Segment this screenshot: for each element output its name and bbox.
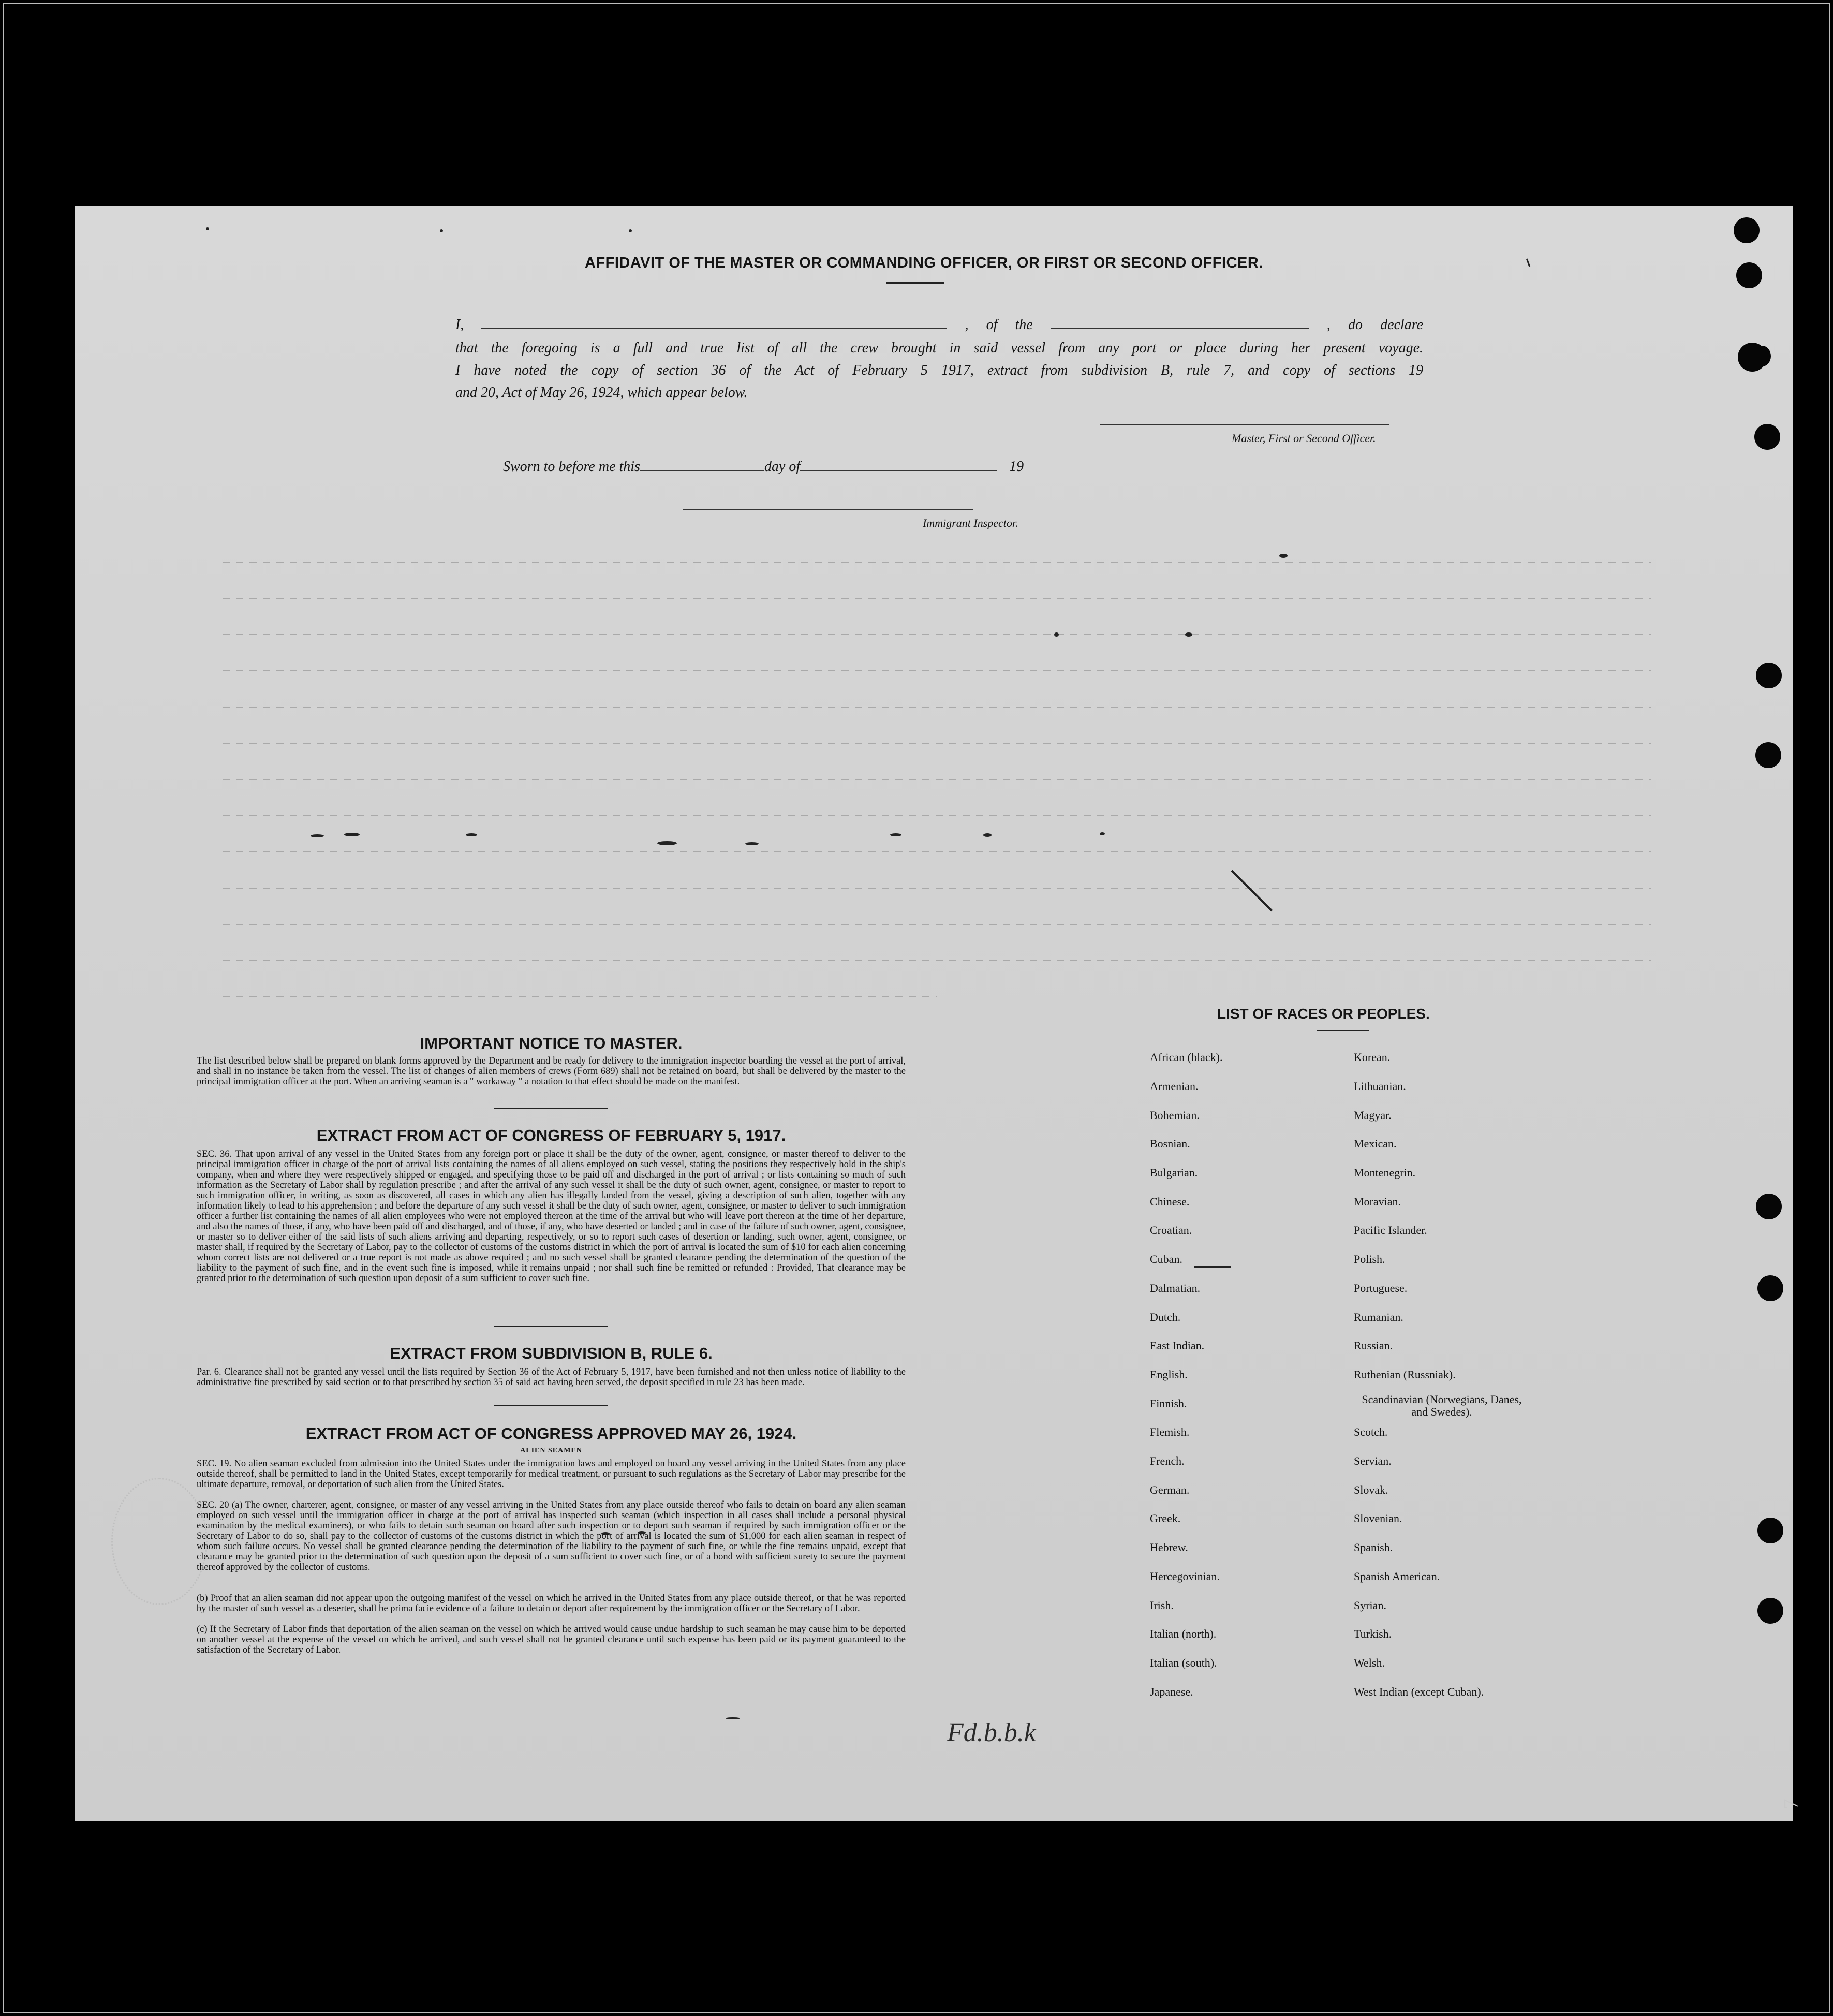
sworn-line bbox=[503, 459, 1024, 475]
show-through-line bbox=[223, 670, 1651, 671]
race-item: Bosnian. bbox=[1150, 1137, 1190, 1150]
punch-hole bbox=[1734, 217, 1760, 243]
race-item: Slovenian. bbox=[1354, 1512, 1402, 1525]
affidavit-of-the: , of the bbox=[965, 317, 1033, 333]
master-signature-line bbox=[1100, 424, 1389, 425]
race-item: Scandinavian (Norwegians, Danes, and Swedes). bbox=[1362, 1393, 1522, 1418]
race-item: French. bbox=[1150, 1454, 1185, 1467]
section-divider bbox=[494, 1108, 608, 1109]
sworn-month-blank bbox=[800, 460, 997, 471]
ink-speck bbox=[466, 833, 477, 836]
ink-speck bbox=[440, 229, 443, 232]
race-item: Dutch. bbox=[1150, 1311, 1181, 1323]
race-item: Russian. bbox=[1354, 1339, 1393, 1352]
race-item: Portuguese. bbox=[1354, 1282, 1408, 1294]
sworn-day-of: day of bbox=[764, 459, 801, 475]
race-item: Rumanian. bbox=[1354, 1311, 1403, 1323]
act-1924-sec-20a: SEC. 20 (a) The owner, charterer, agent, consignee, or master of any vessel arriving in the United States from any place outside thereof who fails to detain on board any alien seaman employed on such vessel until the immigration officer in charge at the port of arrival has inspected such seaman (which inspection in all cases shall include a personal physical examination by the medical examiners), or who fails to detain such seaman on board after such inspection or to deport such seaman if required by such immigration officer or the Secretary of Labor to do so, shall pay to the collector of customs of the customs district in which the port of arrival is located the sum of $1,000 for each alien seaman in respect of whom such failure occurs. No vessel shall be granted clearance pending the determination of the liability to the payment of such fine, or while the fine remains unpaid, except that clearance may be granted prior to the determination of such question upon the deposit of a sum sufficient to cover such fine, or of a bond with sufficient surety to secure the payment thereof approved by the collector of customs. bbox=[197, 1500, 906, 1572]
race-item: Italian (north). bbox=[1150, 1627, 1217, 1640]
race-item: East Indian. bbox=[1150, 1339, 1205, 1352]
act-1917-text: SEC. 36. That upon arrival of any vessel in the United States from any foreign port or place it shall be the duty of the owner, agent, consignee, or master thereof to deliver to the principal immigration officer in charge of the port of arrival lists containing the names of all aliens employed on such vessel, stating the positions they respectively hold in the ship's company, when and where they were respectively shipped or engaged, and specifying those to be paid off and discharged in the port of arrival ; or lists containing so much of such information as the Secretary of Labor shall by regulation prescribe ; and after the arrival of any such vessel it shall be the duty of such owner, agent, consignee, or master to report to such immigration officer, in writing, as soon as discovered, all cases in which any alien has illegally landed from the vessel, giving a description of such alien, together with any information likely to lead to his apprehension ; and before the departure of any such vessel it shall be the duty of such owner, agent, consignee, or master to deliver to such immigration officer a further list containing the names of all alien employees who were not employed thereon at the time of the arrival but who will leave port thereon at the time of her departure, and also the names of those, if any, who have been paid off and discharged, and of those, if any, who have deserted or landed ; and in case of the failure of such owner, agent, consignee, or master so to deliver either of the said lists of such aliens arriving and departing, respectively, or so to report such cases of desertion or landing, such owner, agent, consignee, or master shall, if required by the Secretary of Labor, pay to the collector of customs of the customs district in which the port of arrival is located the sum of $10 for each alien concerning whom correct lists are not delivered or a true report is not made as above required ; and no such vessel shall be granted clearance pending the determination of the question of the liability to the payment of such fine, and in the event such fine is imposed, while it remains unpaid ; nor shall such fine be remitted or refunded : Provided, That clearance may be granted prior to the determination of such question upon deposit of a sum sufficient to cover such fine. bbox=[197, 1149, 906, 1284]
affidavit-declare: , do declare bbox=[1326, 317, 1423, 333]
race-item: Hercegovinian. bbox=[1150, 1570, 1220, 1583]
race-item: Pacific Islander. bbox=[1354, 1224, 1427, 1237]
race-item: Mexican. bbox=[1354, 1137, 1397, 1150]
ink-speck bbox=[311, 834, 324, 837]
race-item: Lithuanian. bbox=[1354, 1080, 1406, 1093]
manifest-page bbox=[75, 206, 1793, 1821]
title-rule bbox=[886, 282, 944, 284]
race-item: Armenian. bbox=[1150, 1080, 1199, 1093]
race-item: Cuban. bbox=[1150, 1253, 1182, 1265]
races-title: LIST OF RACES OR PEOPLES. bbox=[1217, 1006, 1430, 1022]
act-1924-title: EXTRACT FROM ACT OF CONGRESS APPROVED MAY 26, 1924. bbox=[305, 1424, 797, 1443]
pencil-underline bbox=[1194, 1266, 1231, 1268]
affidavit-title: AFFIDAVIT OF THE MASTER OR COMMANDING OFFICER, OR FIRST OR SECOND OFFICER. bbox=[585, 255, 1263, 271]
inspector-signature-line bbox=[683, 509, 973, 510]
sworn-year: 19 bbox=[1009, 459, 1024, 475]
race-item: Syrian. bbox=[1354, 1599, 1386, 1612]
show-through-line bbox=[223, 634, 1651, 635]
race-item: Polish. bbox=[1354, 1253, 1385, 1265]
punch-hole bbox=[1757, 1275, 1783, 1301]
race-item: Welsh. bbox=[1354, 1656, 1385, 1669]
race-item: Turkish. bbox=[1354, 1627, 1392, 1640]
race-item: Croatian. bbox=[1150, 1224, 1192, 1237]
race-item: West Indian (except Cuban). bbox=[1354, 1685, 1484, 1698]
notice-title: IMPORTANT NOTICE TO MASTER. bbox=[420, 1034, 683, 1052]
rule-6-title: EXTRACT FROM SUBDIVISION B, RULE 6. bbox=[390, 1344, 713, 1362]
ink-speck bbox=[890, 833, 901, 836]
race-item: Ruthenian (Russniak). bbox=[1354, 1368, 1456, 1381]
ink-speck bbox=[745, 842, 759, 845]
race-item: Moravian. bbox=[1354, 1195, 1401, 1208]
ink-speck bbox=[206, 227, 209, 230]
punch-hole bbox=[1757, 1598, 1783, 1624]
race-item: African (black). bbox=[1150, 1051, 1223, 1064]
race-item: Magyar. bbox=[1354, 1109, 1392, 1122]
race-item: Bulgarian. bbox=[1150, 1166, 1198, 1179]
embossed-seal bbox=[111, 1478, 208, 1605]
ink-speck bbox=[629, 229, 632, 232]
affidavit-line-3: I have noted the copy of section 36 of the Act of February 5 1917, extract from subdivision B, rule 7, and copy of sections 19 bbox=[455, 362, 1423, 378]
notice-text: The list described below shall be prepared on blank forms approved by the Department and be ready for delivery to the immigration inspector boarding the vessel at the port of arrival, and shall in no instance be taken from the vessel. The list of changes of alien members of crews (Form 689) shall not be retained on board, but shall be delivered by the master to the principal immigration officer at the port. When an arriving seaman is a " workaway " a notation to that effect should be made on the manifest. bbox=[197, 1056, 906, 1087]
show-through-line bbox=[223, 924, 1651, 925]
punch-hole bbox=[1736, 262, 1762, 288]
race-item: English. bbox=[1150, 1368, 1188, 1381]
act-1924-sec-20b: (b) Proof that an alien seaman did not appear upon the outgoing manifest of the vessel on which he arrived in the United States from any place outside thereof, or that he was reported by the master of such vessel as a deserter, shall be prima facie evidence of a failure to detain or deport after requirement by the immigration officer or the Secretary of Labor. bbox=[197, 1593, 906, 1614]
race-item: Japanese. bbox=[1150, 1685, 1193, 1698]
race-item: Finnish. bbox=[1150, 1397, 1187, 1410]
race-item: Italian (south). bbox=[1150, 1656, 1217, 1669]
act-1924-sec-20c: (c) If the Secretary of Labor finds that deportation of the alien seaman on the vessel on which he arrived would cause undue hardship to such seaman he may cause him to be deported on another vessel at the expense of the vessel on which he arrived, and such vessel shall not be granted clearance until such expense has been paid or its payment guaranteed to the satisfaction of the Secretary of Labor. bbox=[197, 1624, 906, 1655]
affidavit-line-2: that the foregoing is a full and true list of all the crew brought in said vessel from any port or place during her present voyage. bbox=[455, 340, 1423, 356]
rule-6-text: Par. 6. Clearance shall not be granted any vessel until the lists required by Section 36 of the Act of February 5, 1917, have been furnished and not then unless notice of liability to the administrative fine prescribed by said section or to that prescribed by section 35 of said act having been served, the deposit specified in rule 23 has been made. bbox=[197, 1367, 906, 1388]
section-divider bbox=[494, 1326, 608, 1327]
master-signature-label: Master, First or Second Officer. bbox=[1232, 432, 1376, 445]
sworn-prefix: Sworn to before me this bbox=[503, 459, 640, 475]
show-through-line bbox=[223, 707, 1651, 708]
sworn-day-blank bbox=[640, 460, 764, 471]
show-through-line bbox=[223, 598, 1651, 599]
punch-hole bbox=[1756, 1194, 1782, 1219]
section-divider bbox=[494, 1405, 608, 1406]
race-item: Flemish. bbox=[1150, 1425, 1190, 1438]
handwritten-note: Fd.b.b.k bbox=[947, 1718, 1036, 1747]
ink-speck bbox=[1185, 632, 1192, 637]
race-item: Korean. bbox=[1354, 1051, 1391, 1064]
race-item: Slovak. bbox=[1354, 1483, 1388, 1496]
race-item: German. bbox=[1150, 1483, 1190, 1496]
punch-hole bbox=[1757, 1518, 1783, 1543]
ink-speck bbox=[983, 833, 992, 837]
race-item: Spanish. bbox=[1354, 1541, 1393, 1554]
act-1924-sec-19: SEC. 19. No alien seaman excluded from admission into the United States under the immigration laws and employed on board any vessel arriving in the United States from any place outside thereof, shall be permitted to land in the United States, except temporarily for medical treatment, or pursuant to such regulations as the Secretary of Labor may prescribe for the ultimate departure, removal, or deportation of such alien from the United States. bbox=[197, 1459, 906, 1490]
race-item: Scotch. bbox=[1354, 1425, 1388, 1438]
corner-mark: 7 bbox=[1779, 1799, 1802, 1809]
ink-speck bbox=[1100, 832, 1105, 835]
ink-speck bbox=[657, 841, 677, 845]
ink-speck bbox=[1054, 632, 1059, 637]
race-item: Montenegrin. bbox=[1354, 1166, 1416, 1179]
affidavit-line-4: and 20, Act of May 26, 1924, which appear below. bbox=[455, 385, 748, 401]
show-through-line bbox=[223, 779, 1651, 780]
ink-speck bbox=[344, 833, 360, 836]
show-through-line bbox=[223, 996, 937, 997]
race-item: Chinese. bbox=[1150, 1195, 1190, 1208]
race-item: Dalmatian. bbox=[1150, 1282, 1201, 1294]
punch-hole bbox=[1753, 346, 1771, 366]
ink-speck bbox=[726, 1717, 740, 1719]
show-through-line bbox=[223, 851, 1651, 852]
punch-hole bbox=[1756, 663, 1782, 688]
alien-seamen-subtitle: ALIEN SEAMEN bbox=[520, 1447, 582, 1454]
affidavit-i: I, bbox=[455, 317, 464, 333]
punch-hole bbox=[1755, 742, 1781, 768]
punch-hole bbox=[1754, 424, 1780, 450]
race-item: Hebrew. bbox=[1150, 1541, 1188, 1554]
race-item: Servian. bbox=[1354, 1454, 1392, 1467]
race-item: Greek. bbox=[1150, 1512, 1181, 1525]
affidavit-line-1 bbox=[455, 317, 1423, 333]
show-through-line bbox=[223, 888, 1651, 889]
race-item: Spanish American. bbox=[1354, 1570, 1440, 1583]
show-through-line bbox=[223, 815, 1651, 816]
vessel-blank bbox=[1051, 318, 1309, 329]
ink-speck bbox=[1279, 554, 1288, 558]
act-1917-title: EXTRACT FROM ACT OF CONGRESS OF FEBRUARY 5, 1917. bbox=[316, 1126, 786, 1144]
name-blank bbox=[481, 318, 947, 329]
show-through-line bbox=[223, 562, 1651, 563]
races-title-rule bbox=[1317, 1030, 1369, 1031]
race-item: Bohemian. bbox=[1150, 1109, 1200, 1122]
show-through-line bbox=[223, 960, 1651, 961]
race-item: Irish. bbox=[1150, 1599, 1174, 1612]
show-through-line bbox=[223, 743, 1651, 744]
inspector-label: Immigrant Inspector. bbox=[923, 517, 1018, 529]
